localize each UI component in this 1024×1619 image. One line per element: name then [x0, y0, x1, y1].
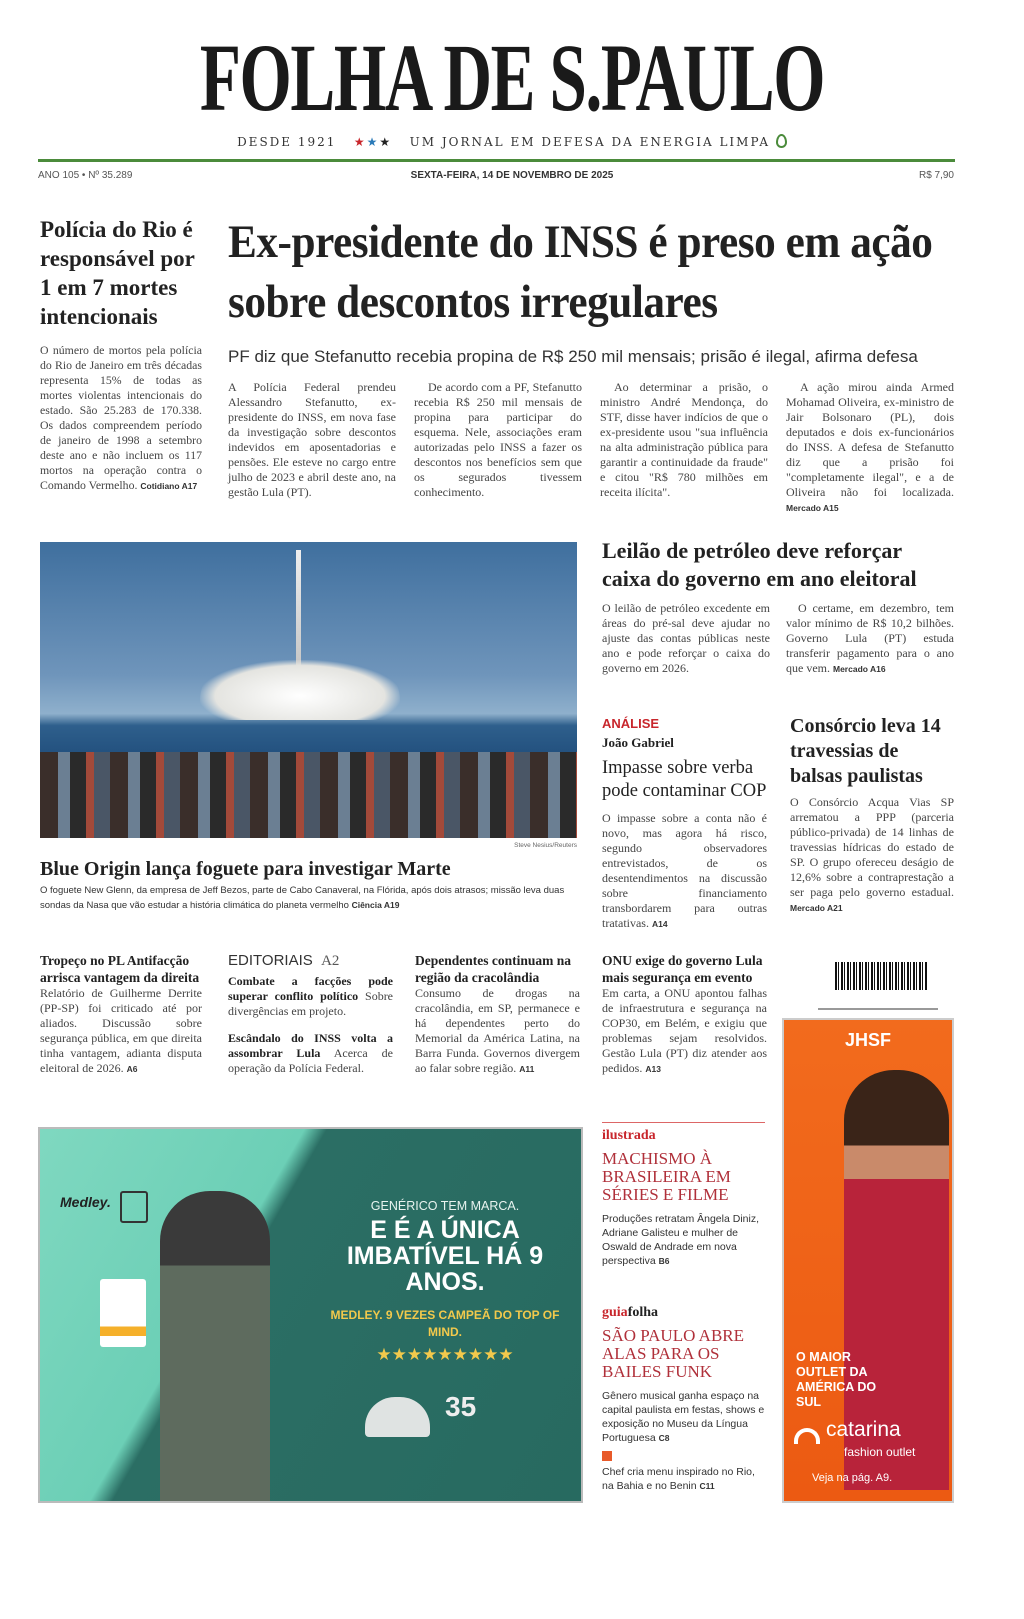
ad-claim: O MAIOR OUTLET DA AMÉRICA DO SUL — [796, 1350, 877, 1409]
section-label: ilustrada — [602, 1128, 656, 1143]
catarina-brand: catarina — [826, 1418, 901, 1441]
issue-date: SEXTA-FEIRA, 14 DE NOVEMBRO DE 2025 — [410, 170, 614, 181]
jhsf-logo: JHSF — [844, 1030, 891, 1050]
guia-folha-teaser[interactable] — [602, 1305, 767, 1493]
elephant-logo-icon — [365, 1397, 430, 1437]
since-label: DESDE 1921 — [237, 135, 337, 149]
story-column: Ao determinar a prisão, o ministro André Mendonça, do STF, disse haver indícios de que o ex-presidente usou "sua influência na alta administração pública para garantir a continuidade da fraude" e citou "R$ 780 milhões em receita ilícita". — [600, 380, 768, 499]
headline[interactable]: SÃO PAULO ABRE ALAS PARA OS BAILES FUNK — [602, 1326, 745, 1381]
product-box — [100, 1279, 146, 1347]
brief-cracolandia[interactable] — [415, 952, 580, 1077]
section-label: EDITORIAIS — [228, 952, 313, 969]
section-rule — [602, 1122, 765, 1123]
headline[interactable]: Tropeço no PL Antifacção arrisca vantagem da direita — [40, 953, 200, 985]
headline[interactable]: Consórcio leva 14 travessias de balsas paulistas — [790, 715, 941, 787]
page-ref: Mercado A15 — [786, 503, 839, 513]
masthead-tagline — [0, 134, 1024, 149]
editorials[interactable] — [228, 952, 393, 1076]
photo-credit: Steve Nesius/Reuters — [514, 842, 577, 849]
story-body: O número de mortos pela polícia do Rio de Janeiro em três décadas representa 15% de todas as mortes violentas intencionais do estado. São 25.283 de 170.338. Os dados compreendem período de janeiro de 1998 a setembro deste ano e não incluem os 117 mortos na operação contra o Comando Vermelho. Cotidiano A17 — [40, 343, 202, 492]
headline[interactable]: MACHISMO À BRASILEIRA EM SÉRIES E FILME — [602, 1149, 731, 1204]
story-oil-auction[interactable] — [602, 537, 954, 677]
headline[interactable]: Impasse sobre verba pode contaminar COP — [602, 758, 767, 801]
motto-label: UM JORNAL EM DEFESA DA ENERGIA LIMPA — [409, 135, 771, 149]
crowd-silhouettes — [40, 752, 577, 838]
main-story-columns — [228, 380, 954, 516]
ad-tag: GENÉRICO TEM MARCA. — [370, 1199, 520, 1213]
headline[interactable]: Polícia do Rio é responsável por 1 em 7 mortes intencionais — [40, 217, 195, 329]
masthead-rule — [38, 159, 955, 162]
page-ref: Cotidiano A17 — [140, 481, 198, 491]
story-body: O impasse sobre a conta não é novo, mas agora há risco, segundo observadores entrevistados, de os desentendimentos na discussão sobre financiamento transbordarem para outras tratativas. A14 — [602, 811, 767, 930]
smoke-cloud — [200, 660, 400, 720]
divider — [818, 1008, 938, 1010]
price: R$ 7,90 — [918, 170, 954, 181]
jhsf-catarina-advertisement[interactable] — [782, 1018, 954, 1503]
rating-stars-icon: ★★★★★★★★★ — [376, 1345, 514, 1365]
energy-drop-icon — [776, 134, 787, 148]
headline[interactable]: Leilão de petróleo deve reforçar caixa do governo em ano eleitoral — [602, 538, 917, 591]
story-body: O Consórcio Acqua Vias SP arrematou a PPP (parceria público-privada) de 14 linhas de travessias hídricas do estado de SP. O grupo ofereceu deságio de 12,6% sobre a contraprestação a ser paga pelo governo estadual. Mercado A21 — [790, 795, 954, 913]
stars-icon: ★★★ — [353, 135, 393, 149]
newspaper-logo: FOLHA DE S.PAULO — [199, 24, 825, 131]
story-column: O certame, em dezembro, tem valor mínimo de R$ 10,2 bilhões. Governo Lula (PT) estuda transferir pagamento para o ano que vem. Mercado A16 — [786, 601, 954, 675]
headline[interactable]: Dependentes continuam na região da cracolândia — [415, 953, 572, 985]
story-column: De acordo com a PF, Stefanutto recebia R$ 250 mil mensais de propina para participar do esquema. Nele, associações eram autorizadas pelo INSS a fazer os descontos nos benefícios sem que os segurados tivessem conhecimento. — [414, 380, 582, 499]
story-column: A Polícia Federal prendeu Alessandro Stefanutto, ex-presidente do INSS, em nova fase da investigação sobre descontos indevidos em aposentadorias e pensões. Ele esteve no cargo entre julho de 2023 e abril deste ano, na gestão Lula (PT). — [228, 380, 396, 499]
story-ferry[interactable] — [790, 714, 954, 916]
editorial-item[interactable]: Escândalo do INSS volta a assombrar Lula Acerca de operação da Polícia Federal. — [228, 1031, 393, 1075]
author: João Gabriel — [602, 735, 674, 750]
story-analysis-cop[interactable] — [602, 716, 767, 932]
brief-body: Em carta, a ONU apontou falhas de infraestrutura e segurança na COP30, em Belém, e exigiu que problemas sejam resolvidos. Gestão Lula (PT) diz atender aos pedidos. A13 — [602, 986, 767, 1075]
main-subhead: PF diz que Stefanutto recebia propina de R$ 250 mil mensais; prisão é ilegal, afirma defesa — [228, 347, 918, 366]
barcode — [835, 962, 927, 990]
brief-body: Consumo de drogas na cracolândia, em SP, permanece e há dependentes perto do Memorial da América Latina, na Barra Funda. Governos divergem ao falar sobre região. A11 — [415, 986, 580, 1075]
kicker: ANÁLISE — [602, 716, 660, 731]
ad-headline: E É A ÚNICA IMBATÍVEL HÁ 9 ANOS. — [346, 1216, 544, 1296]
teaser-body: Produções retratam Ângela Diniz, Adriane Galisteu e mulher de Oswald de Andrade em nova perspectiva B6 — [602, 1213, 759, 1267]
anniversary-badge: 35 — [445, 1391, 477, 1422]
teaser-body: Gênero musical ganha espaço na capital paulista em festas, shows e exposição no Museu da Língua Portuguesa C8 — [602, 1390, 765, 1444]
photo-caption: O foguete New Glenn, da empresa de Jeff Bezos, parte de Cabo Canaveral, na Flórida, após dois atrasos; missão leva duas sondas da Nasa que vão estudar a história climática do planeta vermelho Ciência A19 — [40, 885, 565, 911]
catarina-logo-icon — [794, 1428, 820, 1444]
story-column: O leilão de petróleo excedente em áreas do pré-sal deve ajudar no ajuste das contas públicas neste ano e pode reforçar o caixa do governo em 2026. — [602, 601, 770, 675]
ad-subline: MEDLEY. 9 VEZES CAMPEÃ DO TOP OF MIND. — [330, 1308, 560, 1339]
photo-headline[interactable]: Blue Origin lança foguete para investigar Marte — [40, 858, 451, 880]
section-label: guiafolha — [602, 1305, 659, 1320]
medley-logo: Medley. — [60, 1194, 111, 1210]
editorial-item[interactable]: Combate a facções pode superar conflito político Sobre divergências em projeto. — [228, 974, 394, 1018]
main-headline[interactable]: Ex-presidente do INSS é preso em ação sobre descontos irregulares — [228, 216, 933, 328]
story-police-rio[interactable] — [40, 215, 202, 494]
headline[interactable]: ONU exige do governo Lula mais segurança em evento — [602, 953, 763, 985]
extra-teaser[interactable]: Chef cria menu inspirado no Rio, na Bahia e no Benin C11 — [602, 1466, 755, 1492]
main-story — [228, 212, 954, 516]
catarina-sub: fashion outlet — [844, 1445, 916, 1459]
page-ref: A2 — [321, 953, 340, 969]
food-icon — [602, 1451, 612, 1461]
olympic-committee-logo — [120, 1191, 148, 1223]
story-column: A ação mirou ainda Armed Mohamad Oliveira, ex-ministro de Jair Bolsonaro (PL), dois deputados e dois ex-funcionários do INSS. A defesa de Stefanutto diz que a prisão foi "completamente ilegal", e a de Oliveira não foi localizada. Mercado A15 — [786, 380, 954, 513]
medley-advertisement[interactable] — [38, 1127, 583, 1503]
ad-cta: Veja na pág. A9. — [812, 1472, 893, 1484]
rocket-launch-photo[interactable] — [40, 542, 577, 838]
brief-pl-antifaccao[interactable] — [40, 952, 202, 1077]
ilustrada-teaser[interactable] — [602, 1128, 767, 1268]
brief-onu-cop[interactable] — [602, 952, 767, 1077]
edition-number: ANO 105 • Nº 35.289 — [38, 170, 133, 181]
spokesperson-figure — [160, 1191, 270, 1501]
brief-body: Relatório de Guilherme Derrite (PP-SP) foi criticado até por aliados. Discussão sobre segurança pública, em que direita tinha vantagem, adianta disputa eleitoral de 2026. A6 — [40, 986, 202, 1075]
